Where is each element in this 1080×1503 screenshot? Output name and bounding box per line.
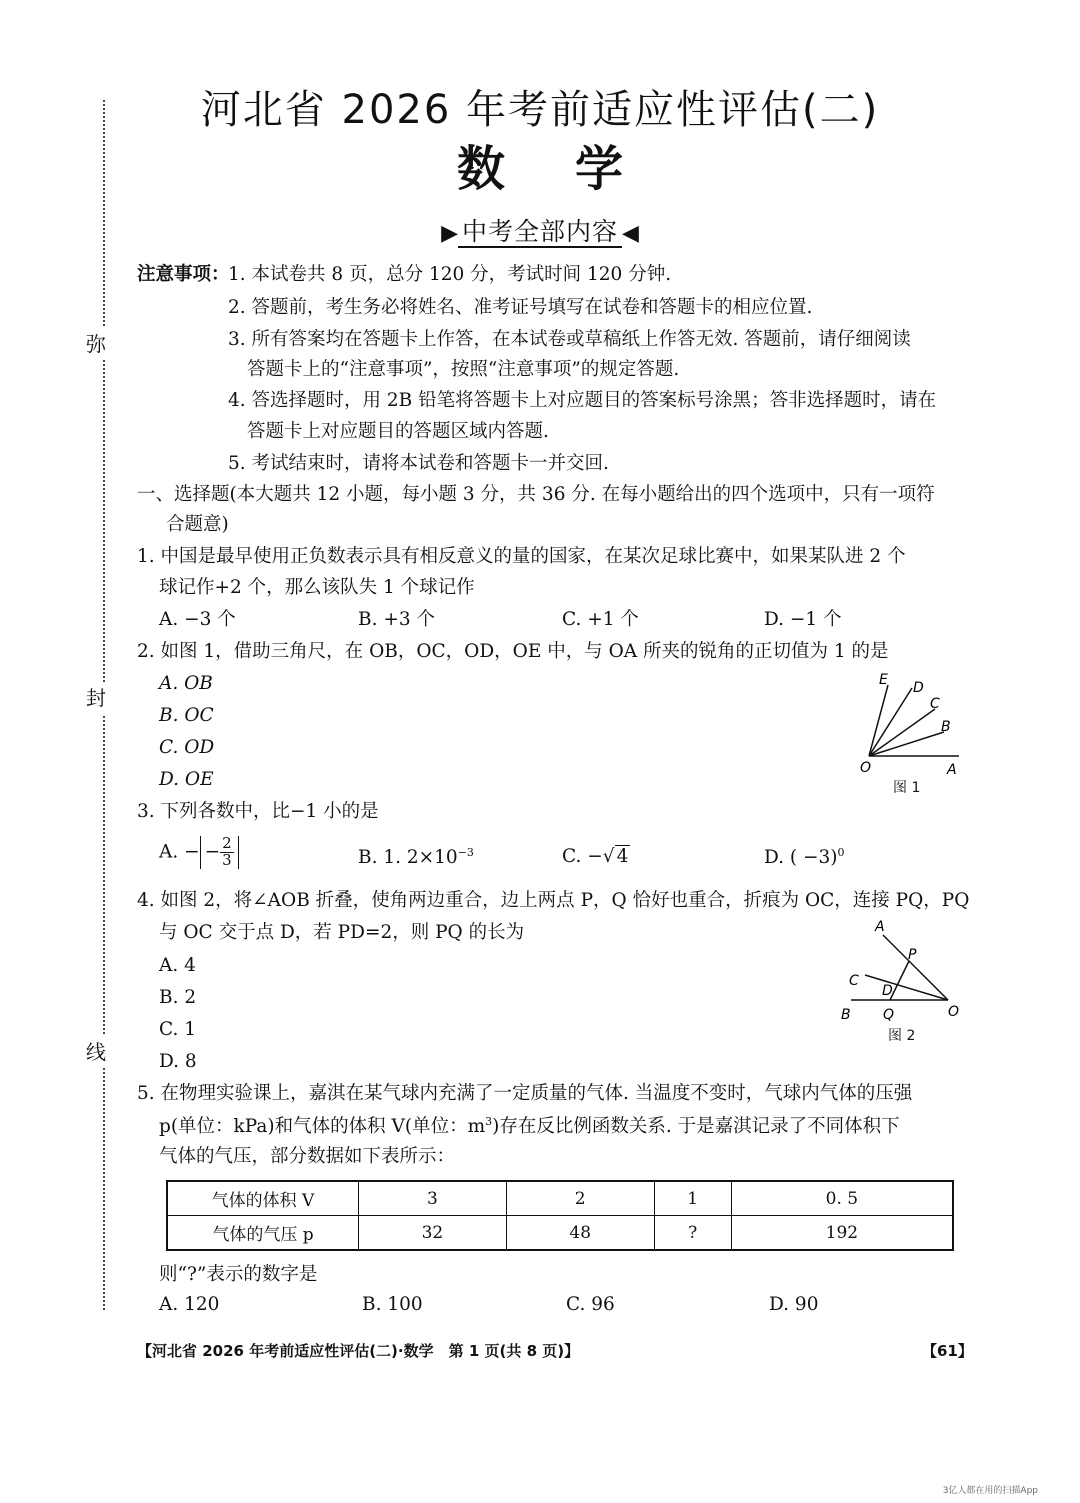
figure-2-diagram — [835, 915, 970, 1025]
figure-1-caption: 图 1 — [893, 780, 921, 796]
sqrt-icon: √ — [602, 846, 615, 867]
svg-text:A: A — [947, 762, 957, 778]
svg-text:C: C — [849, 973, 859, 989]
q1-option-a: A. −3 个 — [159, 609, 236, 630]
svg-text:C: C — [930, 696, 940, 712]
figure-1-diagram — [855, 668, 975, 778]
notes-label: 注意事项： — [137, 264, 230, 285]
scanner-watermark: 3亿人都在用的扫描App — [942, 1486, 1038, 1496]
q4-option-c: C. 1 — [159, 1019, 197, 1040]
table-cell: 32 — [359, 1216, 507, 1251]
table-cell: 气体的体积 V — [167, 1181, 359, 1216]
exam-scope — [0, 212, 1080, 248]
q1-option-b: B. +3 个 — [358, 609, 436, 630]
table-cell: 1 — [654, 1181, 731, 1216]
svg-text:A: A — [875, 919, 885, 935]
svg-text:B: B — [841, 1007, 851, 1023]
q1-text-cont: 球记作+2 个，那么该队失 1 个球记作 — [159, 577, 475, 598]
note-item-1: 1. 本试卷共 8 页，总分 120 分，考试时间 120 分钟. — [228, 264, 672, 285]
q1-option-d: D. −1 个 — [764, 609, 842, 630]
section-heading: 一、选择题(本大题共 12 小题，每小题 3 分，共 36 分. 在每小题给出的四个选项中，只有一项符 — [137, 484, 935, 505]
table-row — [167, 1181, 953, 1216]
exam-title: 河北省 2026 年考前适应性评估(二) — [200, 87, 880, 133]
table-cell: 气体的气压 p — [167, 1216, 359, 1251]
binding-char-xian: 线 — [86, 1036, 106, 1068]
note-item-2: 2. 答题前，考生务必将姓名、准考证号填写在试卷和答题卡的相应位置. — [228, 297, 813, 318]
svg-text:D: D — [882, 983, 893, 999]
q3-option-c: C. −√ 4 — [562, 846, 629, 867]
exam-subject: 数学 — [456, 141, 693, 197]
note-item-3-cont: 答题卡上的“注意事项”，按照“注意事项”的规定答题. — [247, 359, 680, 380]
q4-option-d: D. 8 — [159, 1051, 197, 1072]
table-cell: 48 — [506, 1216, 654, 1251]
binding-char-feng: 封 — [86, 682, 106, 714]
q5-option-b: B. 100 — [362, 1294, 423, 1315]
q5-text-cont-2: 气体的气压，部分数据如下表所示： — [159, 1146, 456, 1167]
q5-question: 则“?”表示的数字是 — [159, 1264, 318, 1285]
table-cell: 192 — [731, 1216, 953, 1251]
q5-text: 5. 在物理实验课上，嘉淇在某气球内充满了一定质量的气体. 当温度不变时，气球内气体的压强 — [137, 1083, 913, 1104]
table-row — [167, 1216, 953, 1251]
svg-text:Q: Q — [883, 1007, 895, 1023]
note-item-5: 5. 考试结束时，请将本试卷和答题卡一并交回. — [228, 453, 609, 474]
q5-option-c: C. 96 — [566, 1294, 615, 1315]
binding-char-mi: 弥 — [86, 328, 106, 360]
table-cell: 2 — [506, 1181, 654, 1216]
svg-text:P: P — [908, 947, 917, 963]
q4-text-cont: 与 OC 交于点 D，若 PD=2，则 PQ 的长为 — [159, 922, 525, 943]
table-cell: 0. 5 — [731, 1181, 953, 1216]
q3-text: 3. 下列各数中，比−1 小的是 — [137, 801, 379, 822]
q4-text: 4. 如图 2，将∠AOB 折叠，使角两边重合，边上两点 P，Q 恰好也重合，折痕为 OC，连接 PQ，PQ — [137, 890, 970, 911]
table-cell: 3 — [359, 1181, 507, 1216]
scope-text: 中考全部内容 — [458, 217, 622, 248]
fraction: $\frac{2}{3}$ — [222, 834, 232, 869]
q2-option-c: C. OD — [159, 737, 215, 758]
q3-option-d: D. ( −3)$^0$ — [764, 846, 845, 869]
q5-option-a: A. 120 — [159, 1294, 220, 1315]
q3-option-b: B. 1. $2\times 10^{-3}$ — [358, 846, 474, 869]
q2-option-d: D. OE — [159, 769, 214, 790]
svg-text:E: E — [879, 672, 888, 688]
figure-1 — [855, 668, 975, 778]
q3-option-a: A. − − $\frac{2}{3}$ — [159, 836, 239, 869]
svg-text:O: O — [948, 1004, 960, 1020]
q1-option-c: C. +1 个 — [562, 609, 639, 630]
q2-option-a: A. OB — [159, 673, 213, 694]
figure-2-caption: 图 2 — [888, 1028, 916, 1044]
absolute-value-bars: − $\frac{2}{3}$ — [200, 836, 239, 869]
footer-page-info: 【河北省 2026 年考前适应性评估(二)·数学 第 1 页(共 8 页)】 — [137, 1342, 580, 1360]
triangle-right-icon: ▶ — [441, 221, 458, 246]
svg-text:D: D — [913, 680, 924, 696]
q4-option-a: A. 4 — [159, 955, 196, 976]
q5-text-cont: p(单位：kPa)和气体的体积 V(单位：$m^3$)存在反比例函数关系. 于是嘉淇记录了不同体积下 — [159, 1115, 900, 1138]
figure-2 — [835, 915, 970, 1025]
svg-text:O: O — [860, 760, 872, 776]
section-heading-cont: 合题意) — [166, 514, 229, 535]
q5-option-d: D. 90 — [769, 1294, 819, 1315]
q5-data-table — [166, 1180, 954, 1251]
table-cell: ? — [654, 1216, 731, 1251]
triangle-left-icon: ◀ — [622, 221, 639, 246]
q2-text: 2. 如图 1，借助三角尺，在 OB，OC，OD，OE 中，与 OA 所夹的锐角的正切值为 1 的是 — [137, 641, 889, 662]
q1-text: 1. 中国是最早使用正负数表示具有相反意义的量的国家，在某次足球比赛中，如果某队进 2 个 — [137, 546, 906, 567]
q4-option-b: B. 2 — [159, 987, 197, 1008]
q2-option-b: B. OC — [159, 705, 214, 726]
note-item-4: 4. 答选择题时，用 2B 铅笔将答题卡上对应题目的答案标号涂黑；答非选择题时，请在 — [228, 390, 937, 411]
note-item-3: 3. 所有答案均在答题卡上作答，在本试卷或草稿纸上作答无效. 答题前，请仔细阅读 — [228, 329, 911, 350]
note-item-4-cont: 答题卡上对应题目的答题区域内答题. — [247, 421, 549, 442]
svg-text:B: B — [941, 719, 951, 735]
footer-code: 【61】 — [922, 1342, 973, 1360]
